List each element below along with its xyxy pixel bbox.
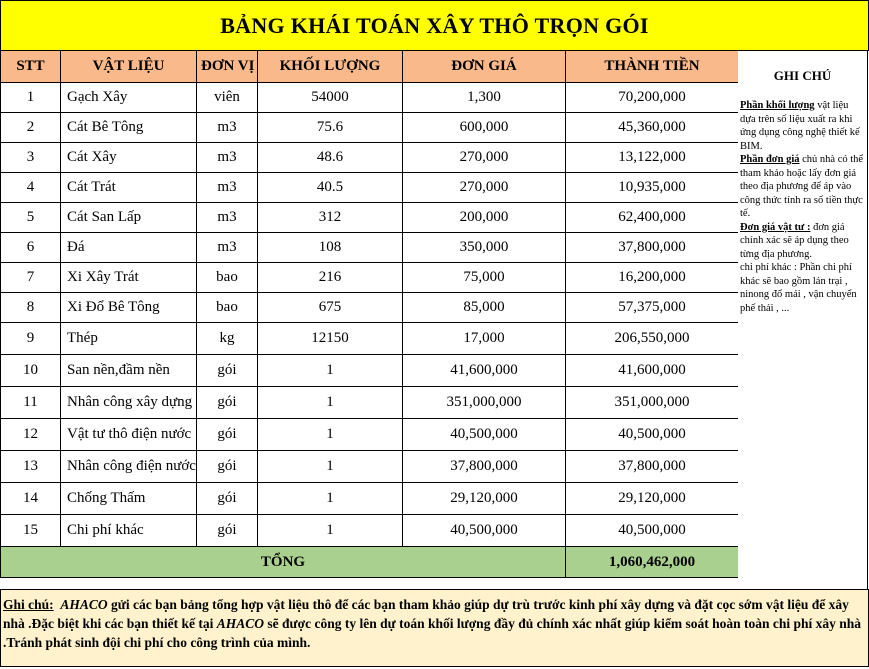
cell-unit: gói <box>197 483 258 515</box>
note-item <box>740 221 865 262</box>
cell-material: Xi Xây Trát <box>61 263 197 293</box>
estimate-table <box>0 50 739 578</box>
cell-unit: viên <box>197 83 258 113</box>
cell-quantity: 1 <box>258 515 403 547</box>
cell-amount: 16,200,000 <box>566 263 739 293</box>
cell-amount: 37,800,000 <box>566 233 739 263</box>
cell-amount: 10,935,000 <box>566 173 739 203</box>
cell-unit: m3 <box>197 113 258 143</box>
cell-stt: 13 <box>1 451 61 483</box>
cell-unit: m3 <box>197 173 258 203</box>
table-row <box>1 355 739 387</box>
cell-material: Nhân công điện nước <box>61 451 197 483</box>
table-row <box>1 143 739 173</box>
cell-stt: 2 <box>1 113 61 143</box>
notes-column <box>738 50 868 590</box>
cell-amount: 62,400,000 <box>566 203 739 233</box>
header-unit: ĐƠN VỊ <box>197 51 258 83</box>
cell-stt: 10 <box>1 355 61 387</box>
note-item <box>740 153 865 221</box>
sheet-title: BẢNG KHÁI TOÁN XÂY THÔ TRỌN GÓI <box>0 0 869 51</box>
table-row <box>1 203 739 233</box>
note-text: chi phí khác : Phần chi phí khác sẽ bao gồm lán trại , ninong đổ mái , vận chuyển phế thải , ... <box>740 262 857 314</box>
footer-text-2: sẽ được công ty lên dự toán khối lượng đầy đủ chính xác nhất giúp kiểm soát hoàn toàn chi phí xây nhà .Tránh phát sinh đội chi phí cho công trình của mình. <box>3 616 862 650</box>
cell-unit: gói <box>197 355 258 387</box>
cell-amount: 45,360,000 <box>566 113 739 143</box>
cell-unit: kg <box>197 323 258 355</box>
cell-unit-price: 200,000 <box>403 203 566 233</box>
cell-material: Đá <box>61 233 197 263</box>
total-row <box>1 547 739 578</box>
note-label: Đơn giá vật tư : <box>740 221 811 233</box>
cell-amount: 351,000,000 <box>566 387 739 419</box>
cell-unit: bao <box>197 263 258 293</box>
footer-text-1: gửi các bạn bảng tổng hợp vật liệu thô để các bạn tham khảo giúp dự trù trước kinh phí xây dựng và đặt cọc sớm vật liệu để xây nhà .Đặc biệt khi các bạn thiết kế tại <box>3 597 849 631</box>
cell-unit-price: 600,000 <box>403 113 566 143</box>
cell-stt: 11 <box>1 387 61 419</box>
cell-unit-price: 270,000 <box>403 173 566 203</box>
table-row <box>1 113 739 143</box>
cell-stt: 9 <box>1 323 61 355</box>
cell-amount: 29,120,000 <box>566 483 739 515</box>
notes-header: GHI CHÚ <box>773 68 832 83</box>
table-row <box>1 323 739 355</box>
cell-stt: 7 <box>1 263 61 293</box>
cell-material: Xi Đổ Bê Tông <box>61 293 197 323</box>
cell-quantity: 675 <box>258 293 403 323</box>
cell-material: Cát Trát <box>61 173 197 203</box>
cell-material: Cát San Lấp <box>61 203 197 233</box>
cell-unit-price: 37,800,000 <box>403 451 566 483</box>
cell-material: Thép <box>61 323 197 355</box>
cell-unit-price: 29,120,000 <box>403 483 566 515</box>
table-row <box>1 83 739 113</box>
table-row <box>1 483 739 515</box>
cell-unit-price: 85,000 <box>403 293 566 323</box>
footer-brand: AHACO <box>60 597 108 612</box>
cell-quantity: 12150 <box>258 323 403 355</box>
table-body <box>1 83 739 547</box>
cell-stt: 14 <box>1 483 61 515</box>
header-stt: STT <box>1 51 61 83</box>
cell-amount: 206,550,000 <box>566 323 739 355</box>
cell-stt: 15 <box>1 515 61 547</box>
footer-label: Ghi chú: <box>3 597 54 612</box>
note-text: vật liệu dựa trên số liệu xuất ra khi ứng dụng công nghệ thiết kế BIM. <box>740 100 860 152</box>
footer-note <box>0 589 869 667</box>
cell-unit-price: 17,000 <box>403 323 566 355</box>
note-label: Phần đơn giá <box>740 154 800 165</box>
cell-stt: 1 <box>1 83 61 113</box>
table-row <box>1 451 739 483</box>
cell-stt: 5 <box>1 203 61 233</box>
cell-material: Nhân công xây dựng <box>61 387 197 419</box>
cell-quantity: 1 <box>258 483 403 515</box>
total-label: TỔNG <box>1 547 566 578</box>
cell-material: Cát Bê Tông <box>61 113 197 143</box>
table-row <box>1 173 739 203</box>
cell-quantity: 312 <box>258 203 403 233</box>
header-material: VẬT LIỆU <box>61 51 197 83</box>
table-row <box>1 419 739 451</box>
cell-unit-price: 350,000 <box>403 233 566 263</box>
cell-amount: 40,500,000 <box>566 515 739 547</box>
cell-material: Chống Thấm <box>61 483 197 515</box>
cell-unit: gói <box>197 515 258 547</box>
cell-material: Gạch Xây <box>61 83 197 113</box>
cell-material: Cát Xây <box>61 143 197 173</box>
cell-unit: m3 <box>197 233 258 263</box>
note-label: Phần khối lượng <box>740 100 815 111</box>
table-row <box>1 233 739 263</box>
cell-unit: m3 <box>197 143 258 173</box>
cell-quantity: 108 <box>258 233 403 263</box>
cell-unit: gói <box>197 419 258 451</box>
cell-unit: gói <box>197 451 258 483</box>
cell-amount: 40,500,000 <box>566 419 739 451</box>
footer-brand-2: AHACO <box>216 616 265 631</box>
cell-quantity: 216 <box>258 263 403 293</box>
cell-quantity: 54000 <box>258 83 403 113</box>
cell-unit-price: 351,000,000 <box>403 387 566 419</box>
cell-unit-price: 1,300 <box>403 83 566 113</box>
cell-unit: gói <box>197 387 258 419</box>
cell-quantity: 1 <box>258 451 403 483</box>
cell-unit-price: 75,000 <box>403 263 566 293</box>
cell-quantity: 1 <box>258 355 403 387</box>
cell-material: San nền,đầm nền <box>61 355 197 387</box>
cell-amount: 37,800,000 <box>566 451 739 483</box>
header-amount: THÀNH TIỀN <box>566 51 739 83</box>
cell-unit: m3 <box>197 203 258 233</box>
cell-unit-price: 41,600,000 <box>403 355 566 387</box>
cell-unit: bao <box>197 293 258 323</box>
cell-stt: 3 <box>1 143 61 173</box>
cell-amount: 70,200,000 <box>566 83 739 113</box>
note-item <box>740 261 865 315</box>
cell-amount: 41,600,000 <box>566 355 739 387</box>
cell-stt: 12 <box>1 419 61 451</box>
cell-amount: 57,375,000 <box>566 293 739 323</box>
cell-unit-price: 40,500,000 <box>403 515 566 547</box>
cell-quantity: 75.6 <box>258 113 403 143</box>
cell-quantity: 1 <box>258 387 403 419</box>
header-unit-price: ĐƠN GIÁ <box>403 51 566 83</box>
notes-body <box>738 99 867 315</box>
table-header-row <box>1 51 739 83</box>
note-item <box>740 99 865 153</box>
table-row <box>1 263 739 293</box>
cell-material: Vật tư thô điện nước <box>61 419 197 451</box>
total-amount: 1,060,462,000 <box>566 547 739 578</box>
note-text: chủ nhà có thể tham khảo hoặc lấy đơn giá theo địa phương để áp vào công thức tính ra số tiền thực tế. <box>740 154 864 219</box>
cell-stt: 4 <box>1 173 61 203</box>
cell-unit-price: 270,000 <box>403 143 566 173</box>
cell-stt: 8 <box>1 293 61 323</box>
cell-quantity: 48.6 <box>258 143 403 173</box>
cell-quantity: 1 <box>258 419 403 451</box>
note-text: đơn giá chính xác sẽ áp dụng theo từng địa phương. <box>740 221 849 260</box>
cell-material: Chi phí khác <box>61 515 197 547</box>
cell-stt: 6 <box>1 233 61 263</box>
table-row <box>1 387 739 419</box>
cell-quantity: 40.5 <box>258 173 403 203</box>
table-row <box>1 515 739 547</box>
table-row <box>1 293 739 323</box>
cell-unit-price: 40,500,000 <box>403 419 566 451</box>
header-quantity: KHỐI LƯỢNG <box>258 51 403 83</box>
cell-amount: 13,122,000 <box>566 143 739 173</box>
